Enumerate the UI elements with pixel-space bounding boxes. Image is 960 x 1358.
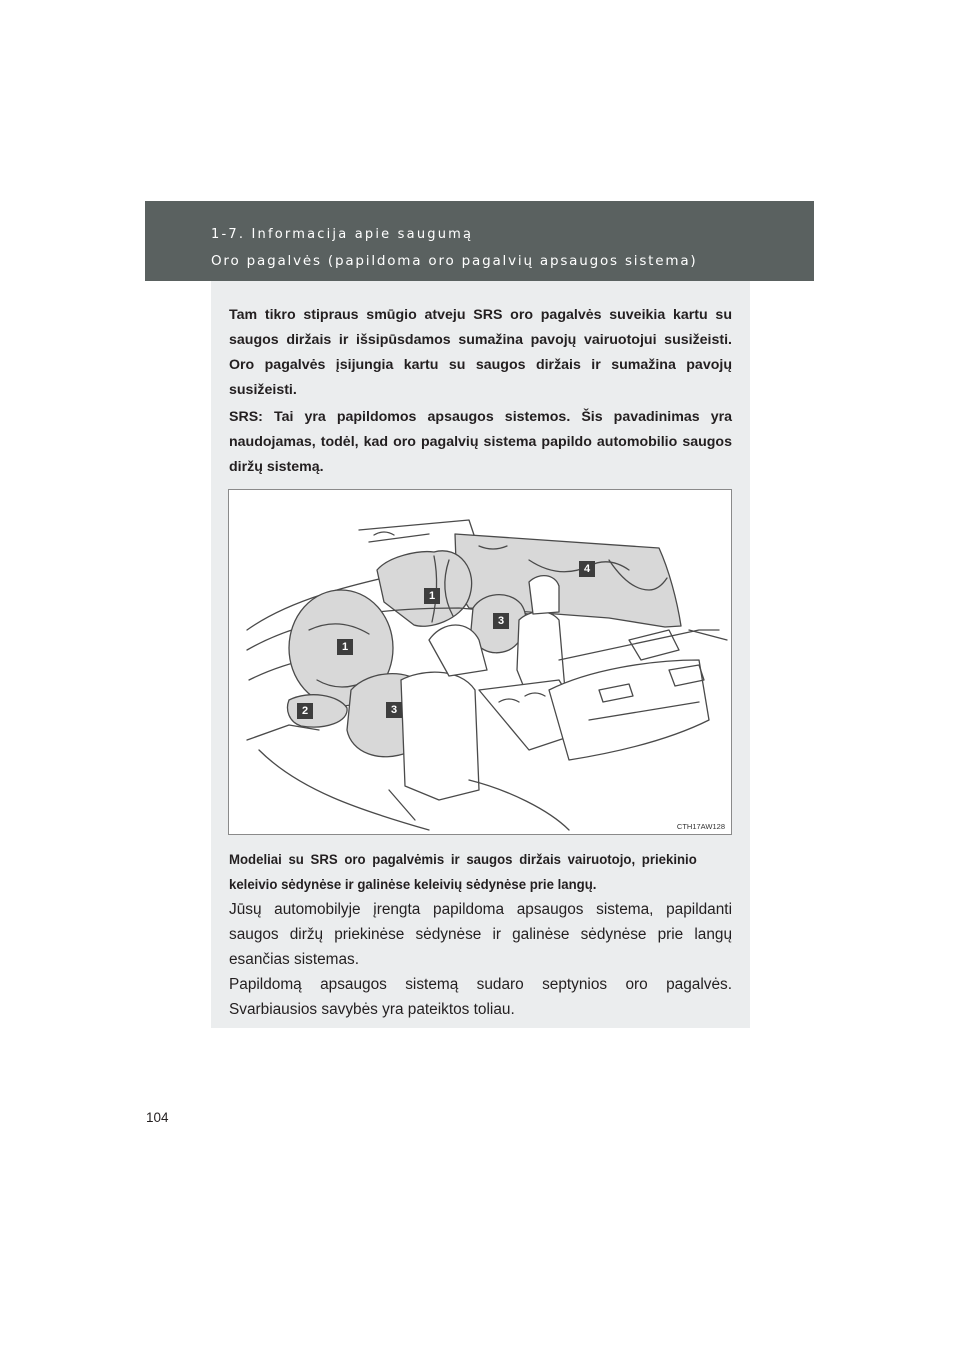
callout-3-front-side: 3: [386, 702, 402, 718]
callout-2-knee: 2: [297, 703, 313, 719]
airbag-illustration: [228, 489, 732, 835]
body-paragraph-2: Papildomą apsaugos sistemą sudaro septynios oro pagalvės. Svarbiausios savybės yra pateiktos toliau.: [229, 976, 732, 1018]
callout-1-driver: 1: [337, 639, 353, 655]
models-heading: Modeliai su SRS oro pagalvėmis ir saugos diržais vairuotojo, priekinio keleivio sėdynėse ir galinėse keleivių sėdynėse prie langų.: [229, 852, 697, 893]
intro-paragraph-1: Tam tikro stipraus smūgio atveju SRS oro pagalvės suveikia kartu su saugos diržais ir išsipūsdamos sumažina pavojų vairuotojui susižeisti. Oro pagalvės įsijungia kartu su saugos diržais ir sumažina pavojų susižeisti.: [229, 307, 732, 398]
car-interior-drawing: [229, 490, 731, 834]
page-number: 104: [146, 1110, 169, 1125]
callout-4-curtain: 4: [579, 561, 595, 577]
page-title: Oro pagalvės (papildoma oro pagalvių apsaugos sistema): [211, 253, 698, 269]
body-paragraph-1: Jūsų automobilyje įrengta papildoma apsaugos sistema, papildanti saugos diržų priekinėse sėdynėse ir galinėse sėdynėse prie langų esančias sistemas.: [229, 901, 732, 968]
figure-code: CTH17AW128: [676, 822, 725, 831]
section-title: 1-7. Informacija apie saugumą: [211, 227, 474, 242]
callout-1-passenger: 1: [424, 588, 440, 604]
content-box: [211, 281, 750, 1028]
callout-3-rear-side: 3: [493, 613, 509, 629]
chapter-header: [145, 201, 814, 281]
intro-paragraph-2: SRS: Tai yra papildomos apsaugos sistemos. Šis pavadinimas yra naudojamas, todėl, kad oro pagalvių sistema papildo automobilio saugos diržų sistemą.: [229, 409, 732, 475]
